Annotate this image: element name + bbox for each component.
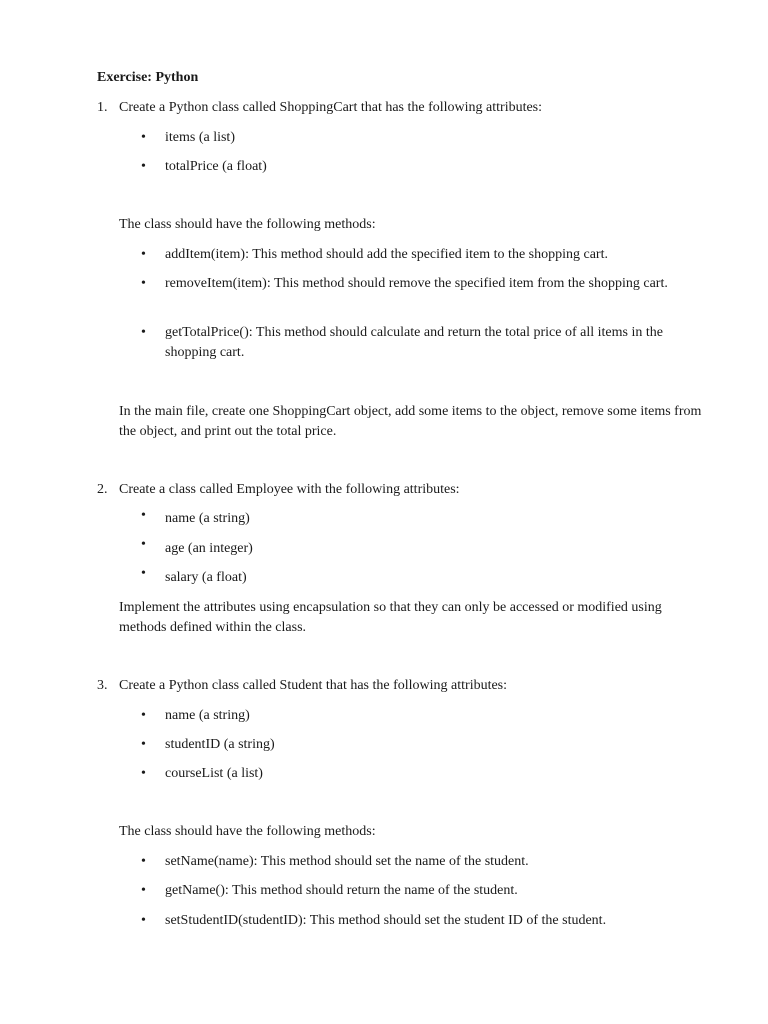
- q3-method-setstudentid: setStudentID(studentID): This method should set the student ID of the student.: [165, 913, 607, 928]
- bullet-glyph: •: [141, 708, 146, 723]
- q2-attribute-salary: salary (a float): [165, 570, 247, 585]
- q3-method-setname: setName(name): This method should set the name of the student.: [165, 854, 529, 869]
- bullet-glyph: •: [141, 159, 146, 174]
- q1-method-gettotalprice: getTotalPrice(): This method should calculate and return the total price of all items in the shopping cart.: [165, 325, 663, 360]
- bullet-glyph: •: [141, 276, 146, 291]
- q1-attribute-items: items (a list): [165, 130, 235, 145]
- q1-method-removeitem: removeItem(item): This method should remove the specified item from the shopping cart.: [165, 276, 668, 291]
- q3-number: 3.: [97, 678, 108, 693]
- bullet-glyph: •: [141, 537, 146, 552]
- q2-encapsulation-note: Implement the attributes using encapsulation so that they can only be accessed or modified using methods defined within the class.: [119, 600, 662, 635]
- bullet-glyph: •: [141, 130, 146, 145]
- q2-attribute-age: age (an integer): [165, 541, 253, 556]
- bullet-glyph: •: [141, 247, 146, 262]
- bullet-glyph: •: [141, 508, 146, 523]
- bullet-glyph: •: [141, 883, 146, 898]
- bullet-glyph: •: [141, 325, 146, 340]
- q1-main-text: In the main file, create one ShoppingCart object, add some items to the object, remove some items from the object, and print out the total price.: [119, 404, 702, 439]
- q3-attribute-name: name (a string): [165, 708, 250, 723]
- q3-attribute-studentid: studentID (a string): [165, 737, 275, 752]
- bullet-glyph: •: [141, 566, 146, 581]
- bullet-glyph: •: [141, 766, 146, 781]
- bullet-glyph: •: [141, 913, 146, 928]
- exercise-title: Exercise: Python: [97, 70, 199, 85]
- q2-attribute-name: name (a string): [165, 511, 250, 526]
- q3-methods-intro: The class should have the following methods:: [119, 824, 376, 839]
- q1-attribute-totalprice: totalPrice (a float): [165, 159, 267, 174]
- q3-attribute-courselist: courseList (a list): [165, 766, 263, 781]
- q3-method-getname: getName(): This method should return the name of the student.: [165, 883, 518, 898]
- q3-intro: Create a Python class called Student that has the following attributes:: [119, 678, 508, 693]
- bullet-glyph: •: [141, 737, 146, 752]
- q1-number: 1.: [97, 100, 108, 115]
- q1-intro: Create a Python class called ShoppingCart that has the following attributes:: [119, 100, 543, 115]
- q2-intro: Create a class called Employee with the following attributes:: [119, 482, 460, 497]
- q2-number: 2.: [97, 482, 108, 497]
- bullet-glyph: •: [141, 854, 146, 869]
- q1-method-additem: addItem(item): This method should add the specified item to the shopping cart.: [165, 247, 608, 262]
- q1-methods-intro: The class should have the following methods:: [119, 217, 376, 232]
